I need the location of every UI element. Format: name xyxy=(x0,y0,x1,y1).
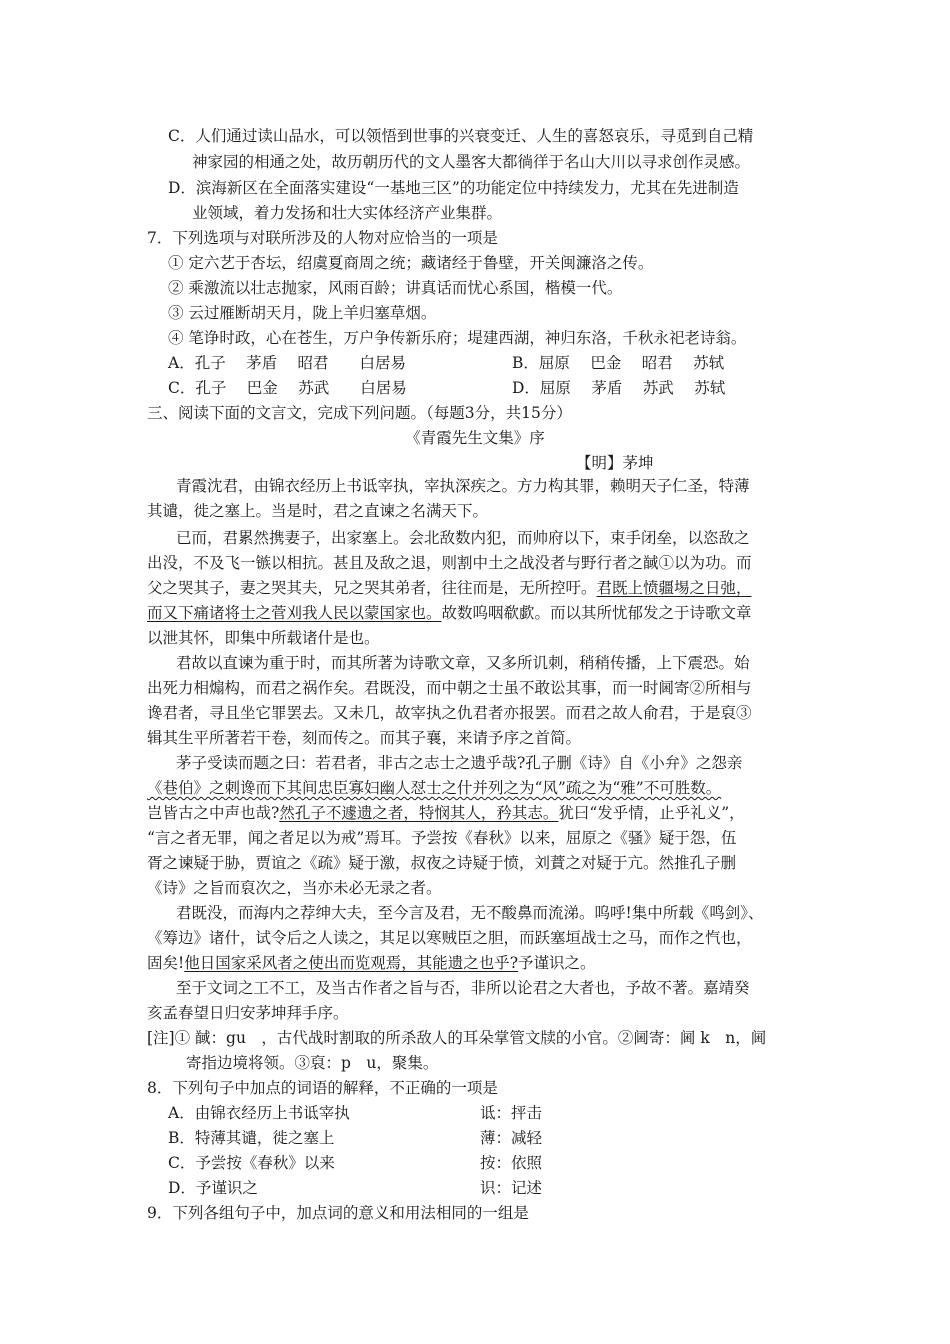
underlined-sentence: 他日国家采风者之使出而览观焉，其能遗之也乎? xyxy=(184,954,519,972)
passage-p6-line1: 至于文词之工不工，及当古作者之旨与否，非所以论君之大者也，予故不著。嘉靖癸 xyxy=(176,979,750,997)
passage-p5-line3 xyxy=(147,953,596,973)
passage-p4-line6: 《诗》之旨而裒次之，当亦未必无录之者。 xyxy=(147,879,442,897)
passage-text: 犹曰“发乎情，止乎礼义”， xyxy=(558,804,745,822)
q8-stem: 8．下列句子中加点的词语的解释，不正确的一项是 xyxy=(147,1079,498,1097)
underlined-sentence: 然孔子不遽遗之者，特悯其人，矜其志。 xyxy=(279,804,559,822)
q8-option-a-definition: 诋：抨击 xyxy=(480,1104,543,1122)
passage-p4-line5: 胥之谏疑于胁，贾谊之《疏》疑于激，叔夜之诗疑于愤，刘蕡之对疑于亢。然推孔子删 xyxy=(147,854,737,872)
q7-stem: 7．下列选项与对联所涉及的人物对应恰当的一项是 xyxy=(147,229,498,247)
section-heading: 三、阅读下面的文言文，完成下列问题。（每题3分，共15分） xyxy=(147,404,572,422)
footnote-line1: [注]① 馘：gu ，古代战时割取的所杀敌人的耳朵掌管文牍的小官。②阃寄：阃 k n，阃 xyxy=(147,1029,767,1047)
passage-p3-line2: 出死力相煽构，而君之祸作矣。君既没，而中朝之士虽不敢讼其事，而一时阃寄②所相与 xyxy=(147,679,752,697)
underlined-sentence: 而又下痛诸将士之菅刈我人民以蒙国家也。 xyxy=(147,604,442,622)
passage-p4-line1: 茅子受读而题之曰：若君者，非古之志士之遗乎哉?孔子删《诗》自《小弁》之怨亲 xyxy=(176,754,743,772)
passage-author: 【明】茅坤 xyxy=(576,454,654,472)
passage-text: 父之哭其子，妻之哭其夫，兄之哭其弟者，往往而是，无所控吁。 xyxy=(147,579,597,597)
q7-option-b: B．屈原 巴金 昭君 苏轼 xyxy=(512,354,725,372)
q8-option-d-definition: 识：记述 xyxy=(480,1179,543,1197)
q7-item-3: ③ 云过雁断胡天月，陇上羊归塞草烟。 xyxy=(168,304,437,322)
passage-title: 《青霞先生文集》序 xyxy=(405,429,545,447)
passage-p2-line1: 已而，君累然携妻子，出家塞上。会北敌数内犯，而帅府以下，束手闭垒，以恣敌之 xyxy=(176,529,750,547)
passage-p5-line1: 君既没，而海内之荐绅大夫，至今言及君，无不酸鼻而流涕。呜呼!集中所载《鸣剑》、 xyxy=(176,904,764,922)
passage-p2-line4 xyxy=(147,603,752,623)
q7-option-a: A．孔子 茅盾 昭君 白居易 xyxy=(168,354,407,372)
passage-p4-line4: “言之者无罪，闻之者足以为戒”焉耳。予尝按《春秋》以来，屈原之《骚》疑于怨，伍 xyxy=(147,829,737,847)
q7-item-1: ① 定六艺于杏坛，绍虞夏商周之统；藏诸经于鲁壁，开关闽濂洛之传。 xyxy=(168,254,654,272)
underlined-sentence: 君既上愤疆埸之日弛， xyxy=(596,579,752,597)
passage-p4-line3 xyxy=(147,803,745,823)
q7-item-2: ② 乘激流以壮志抛家，风雨百龄；讲真话而忧心系国，楷模一代。 xyxy=(168,279,623,297)
wavy-underlined-sentence: 《巷伯》之刺谗而下其间忠臣寡妇幽人怼士之什并列之为“风”疏之为“雅”不可胜数。 xyxy=(147,779,722,797)
passage-text: 予谨识之。 xyxy=(518,954,596,972)
q8-option-a: A．由锦衣经历上书诋宰执 xyxy=(168,1104,350,1122)
q6-option-d-line1: D．滨海新区在全面落实建设“一基地三区”的功能定位中持续发力，尤其在先进制造 xyxy=(168,179,739,197)
q8-option-b-definition: 薄：减轻 xyxy=(480,1129,543,1147)
passage-text: 固矣! xyxy=(147,954,185,972)
passage-text: 故数呜咽欷歔。而以其所忧郁发之于诗歌文章 xyxy=(441,604,752,622)
q7-option-d: D．屈原 茅盾 苏武 苏轼 xyxy=(512,379,726,397)
passage-text: 岂皆古之中声也哉? xyxy=(147,804,280,822)
passage-p6-line2: 亥孟春望日归安茅坤拜手序。 xyxy=(147,1004,349,1022)
q8-option-b: B．特薄其谴，徙之塞上 xyxy=(168,1129,335,1147)
passage-p2-line2: 出没，不及飞一镞以相抗。甚且及敌之退，则割中土之战没者与野行者之馘①以为功。而 xyxy=(147,554,752,572)
passage-p5-line2: 《筹边》诸什，试令后之人读之，其足以寒贼臣之胆，而跃塞垣战士之马，而作之忾也， xyxy=(147,929,752,947)
passage-p2-line5: 以泄其怀，即集中所载诸什是也。 xyxy=(147,629,380,647)
q8-option-c-definition: 按：依照 xyxy=(480,1154,543,1172)
q8-option-d: D．予谨识之 xyxy=(168,1179,258,1197)
footnote-line2: 寄指边境将领。③裒：p u，聚集。 xyxy=(186,1054,439,1072)
passage-p1-line1: 青霞沈君，由锦衣经历上书诋宰执，宰执深疾之。方力构其罪，赖明天子仁圣，特薄 xyxy=(176,477,750,495)
passage-p3-line4: 辑其生平所著若干卷，刻而传之。而其子襄，来请予序之首简。 xyxy=(147,729,582,747)
q8-option-c: C．予尝按《春秋》以来 xyxy=(168,1154,335,1172)
q9-stem: 9．下列各组句子中，加点词的意义和用法相同的一组是 xyxy=(147,1204,529,1222)
passage-p3-line3: 谗君者，寻且坐它罪罢去。又未几，故宰执之仇君者亦报罢。而君之故人俞君，于是裒③ xyxy=(147,704,752,722)
passage-p2-line3 xyxy=(147,578,752,598)
q6-option-c-line2: 神家园的相通之处，故历朝历代的文人墨客大都徜徉于名山大川以寻求创作灵感。 xyxy=(192,153,751,171)
q7-item-4: ④ 笔诤时政，心在苍生，万户争传新乐府；堤建西湖，神归东洛，千秋永祀老诗翁。 xyxy=(168,329,747,347)
passage-p1-line2: 其谴，徙之塞上。当是时，君之直谏之名满天下。 xyxy=(147,502,489,520)
q6-option-c-line1: C．人们通过读山品水，可以领悟到世事的兴衰变迁、人生的喜怒哀乐，寻觅到自己精 xyxy=(168,127,754,145)
passage-p3-line1: 君故以直谏为重于时，而其所著为诗歌文章，又多所讥刺，稍稍传播，上下震恐。始 xyxy=(176,654,750,672)
q7-option-c: C．孔子 巴金 苏武 白居易 xyxy=(168,379,407,397)
q6-option-d-line2: 业领域，着力发扬和壮大实体经济产业集群。 xyxy=(192,204,503,222)
